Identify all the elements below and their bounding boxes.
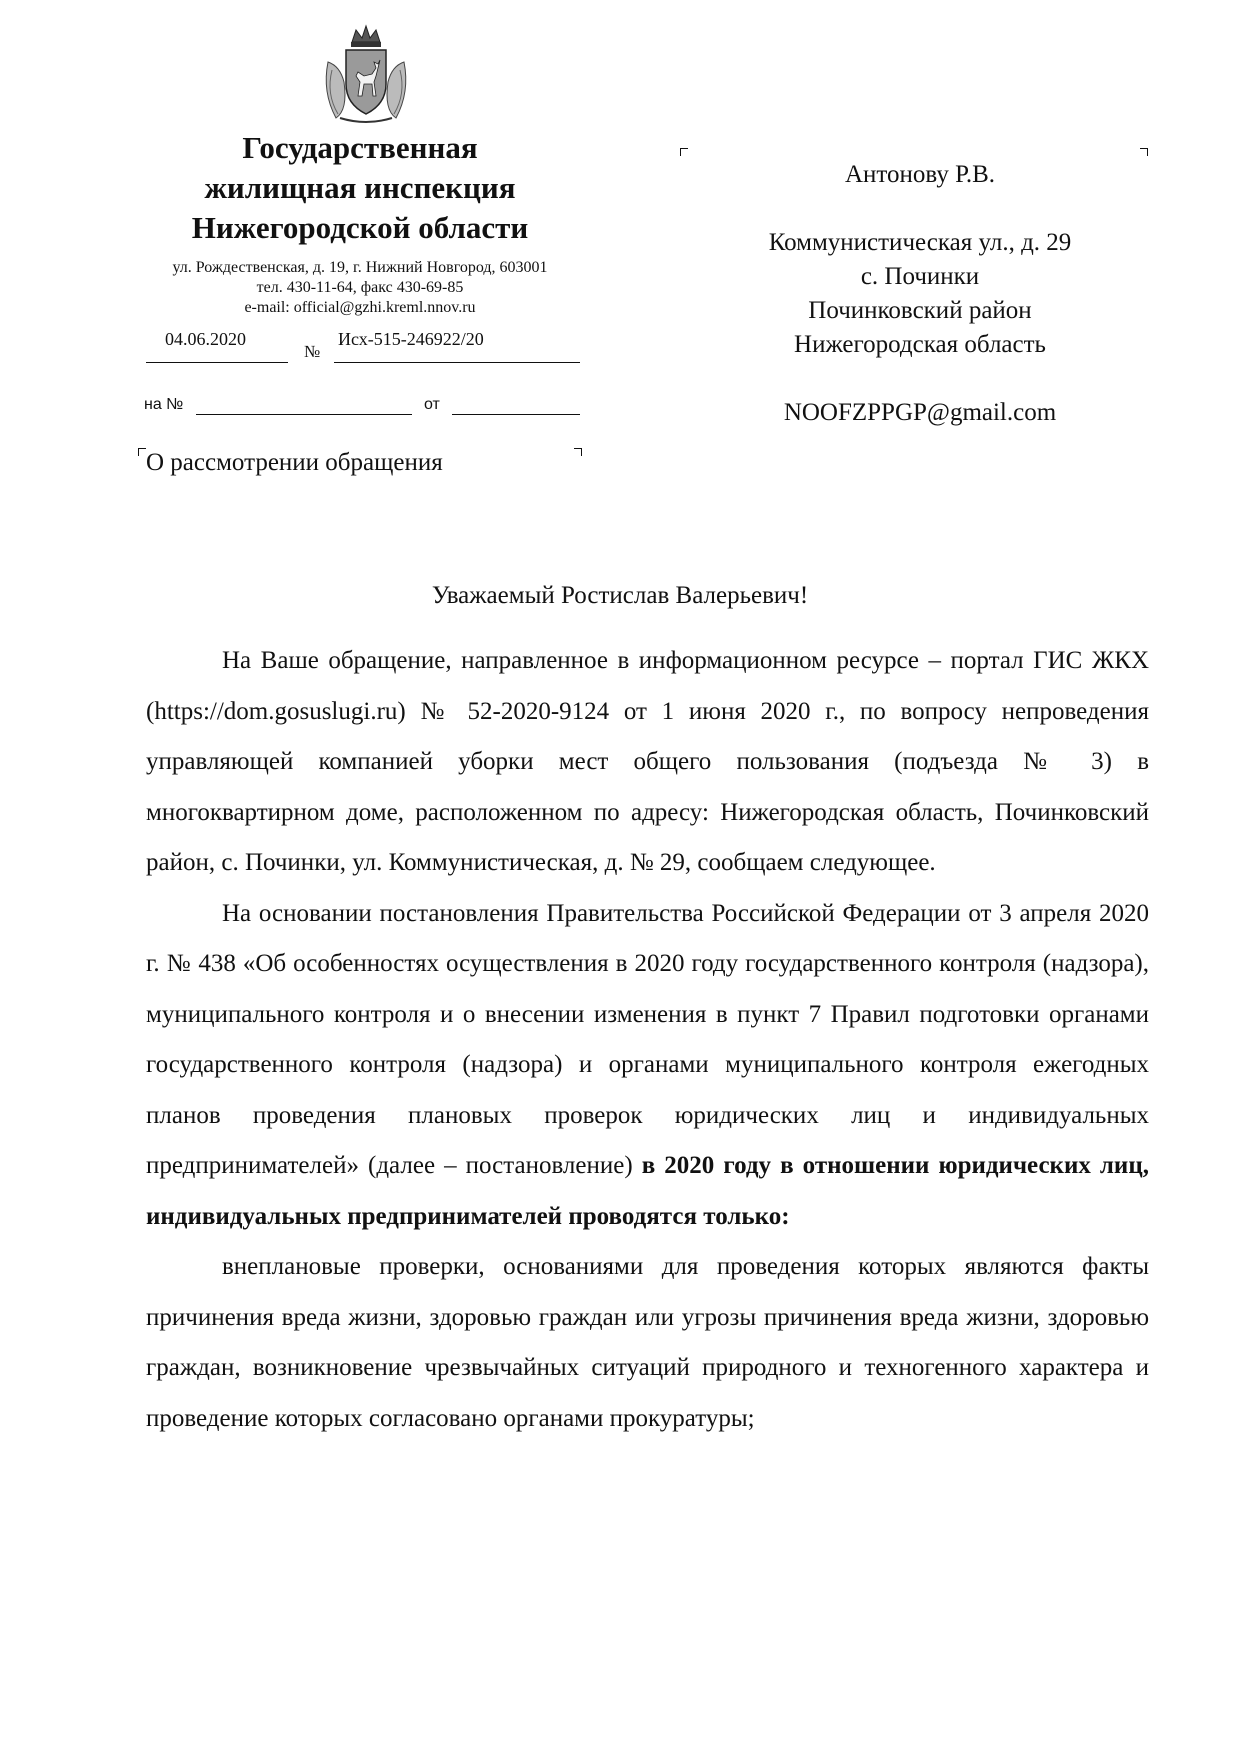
- registration-number-line: [334, 362, 580, 363]
- reply-to-label: на №: [144, 396, 184, 413]
- registration-number-label: №: [304, 342, 321, 361]
- recipient-street: Коммунистическая ул., д. 29: [768, 229, 1072, 256]
- organization-phone: тел. 430-11-64, факс 430-69-85: [256, 279, 464, 296]
- recipient-name: Антонову Р.В.: [844, 161, 996, 188]
- body-paragraph-bold-text: в 2020 году в отношении юридических лиц, индивидуальных предпринимателей проводятся только:: [146, 1152, 1149, 1230]
- recipient-region: Нижегородская область: [794, 331, 1046, 358]
- subject-corner-right: [574, 448, 582, 456]
- registration-date-line: [146, 362, 288, 363]
- recipient-block: [700, 158, 1140, 430]
- letter-subject: О рассмотрении обращения: [146, 449, 443, 476]
- letter-greeting: Уважаемый Ростислав Валерьевич!: [431, 582, 809, 609]
- body-paragraph: На Ваше обращение, направленное в информационном ресурсе – портал ГИС ЖКХ (https://dom.gosuslugi.ru) № 52-2020-9124 от 1 июня 2020 г., по вопросу непроведения управляющей компанией уборки мест общего пользования (подъезда № 3) в многоквартирном доме, расположенном по адресу: Нижегородская область, Починковский район, с. Починки, ул. Коммунистическая, д. № 29, сообщаем следующее.: [146, 647, 1149, 876]
- organization-name: [140, 128, 580, 248]
- body-paragraph: внеплановые проверки, основаниями для проведения которых являются факты причинения вреда жизни, здоровью граждан или угрозы причинения вреда жизни, здоровью граждан, возникновение чрезвычайных ситуаций природного и техногенного характера и проведение которых согласовано органами прокуратуры;: [146, 1253, 1149, 1432]
- recipient-village: с. Починки: [860, 263, 980, 290]
- organization-email: e-mail: official@gzhi.kreml.nnov.ru: [244, 299, 476, 316]
- letter-body: [146, 636, 1149, 1444]
- subject-corner-left: [138, 448, 146, 456]
- coat-of-arms-emblem: [318, 22, 414, 126]
- reply-from-label: от: [424, 396, 440, 413]
- reply-from-date-line: [452, 414, 580, 415]
- recipient-corner-right: [1140, 148, 1148, 156]
- organization-contacts: [120, 258, 600, 318]
- registration-number: Исх-515-246922/20: [338, 329, 484, 349]
- organization-name-line: жилищная инспекция: [204, 170, 516, 205]
- reply-to-number-line: [196, 414, 412, 415]
- recipient-district: Починковский район: [808, 297, 1032, 324]
- registration-date: 04.06.2020: [165, 329, 246, 349]
- recipient-email: NOOFZPPGP@gmail.com: [783, 399, 1057, 426]
- recipient-corner-left: [680, 148, 688, 156]
- organization-name-line: Государственная: [242, 130, 478, 165]
- body-paragraph-text: На основании постановления Правительства Российской Федерации от 3 апреля 2020 г. № 438 «Об особенностях осуществления в 2020 году государственного контроля (надзора), муниципального контроля и о внесении изменения в пункт 7 Правил подготовки органами государственного контроля (надзора) и органами муниципального контроля ежегодных планов проведения плановых проверок юридических лиц и индивидуальных предпринимателей» (далее – постановление): [146, 899, 1149, 1179]
- organization-name-line: Нижегородской области: [191, 210, 529, 245]
- organization-address: ул. Рождественская, д. 19, г. Нижний Новгород, 603001: [172, 259, 548, 276]
- body-paragraph: [146, 889, 1149, 1243]
